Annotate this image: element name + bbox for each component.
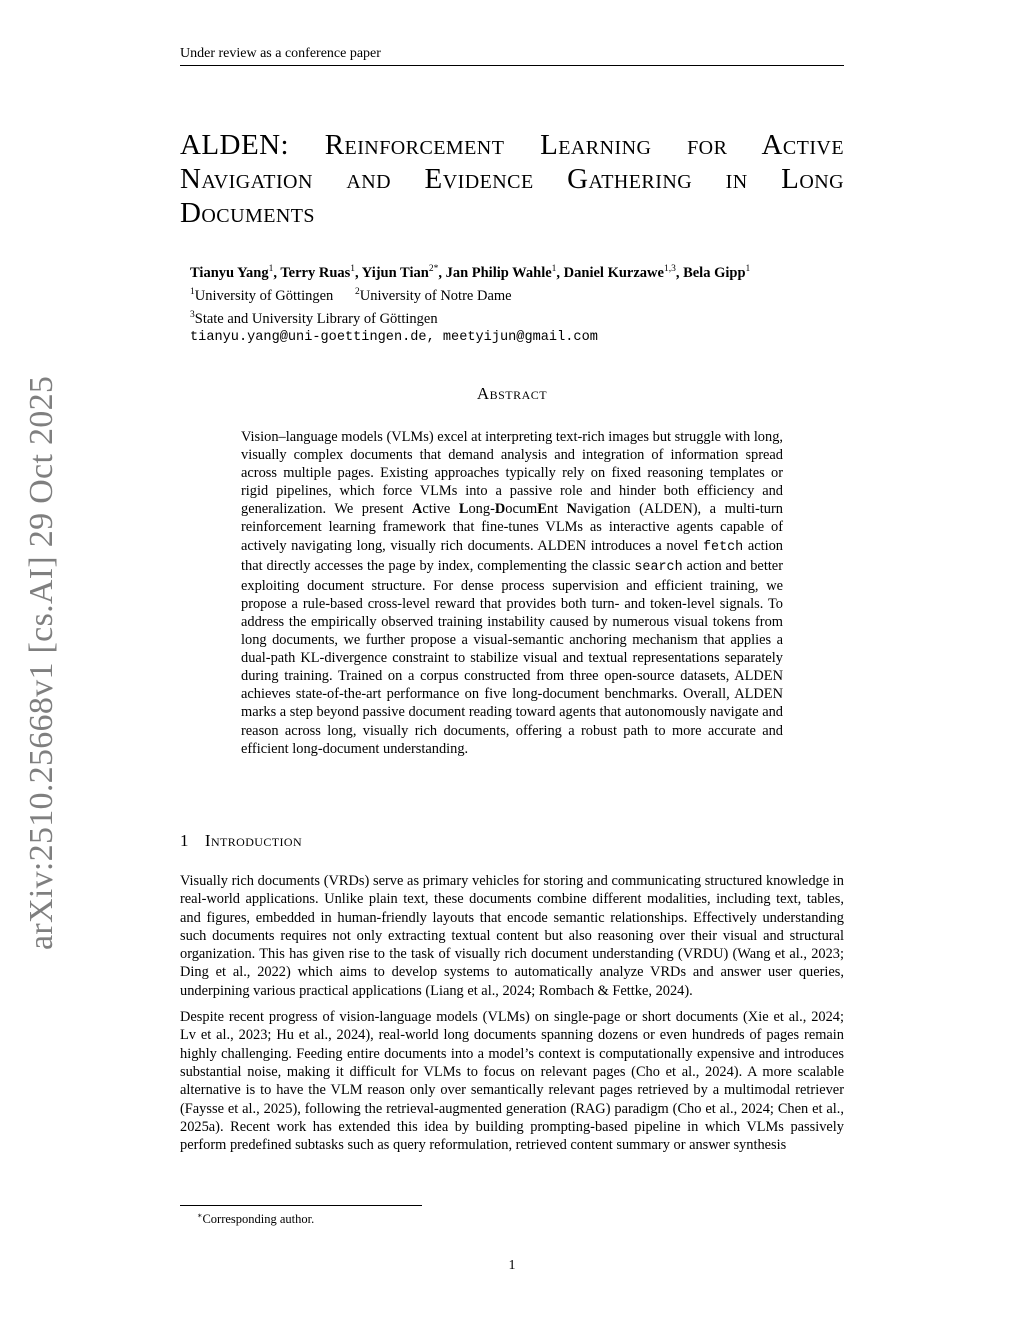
- section-title: Introduction: [204, 831, 303, 850]
- author-affiliation-mark: 1: [551, 264, 557, 274]
- author-name: Tianyu Yang: [190, 264, 269, 281]
- affiliation-number: 1: [190, 286, 195, 297]
- abstract-segment: ocum: [505, 501, 538, 518]
- paragraph: Visually rich documents (VRDs) serve as primary vehicles for storing and communicating structured knowledge in real-world applications. Unlike plain text, these documents combine different modalities, including text, tables, and figures, embedded in human-friendly layouts that encode semantic relationships. Effectively understanding such documents requires not only extracting textual content but also reasoning over their visual and structural organization. This has given rise to the task of visually rich document understanding (VRDU) (Wang et al., 2023; Ding et al., 2022) which aims to develop systems to automatically analyze VRDs and answer user queries, underpining various practical applications (Liang et al., 2024; Rombach & Fettke, 2024).: [180, 873, 844, 999]
- footnote-mark: ∗: [197, 1211, 203, 1220]
- abstract-segment: ong-: [468, 501, 495, 518]
- abstract-text: [241, 428, 783, 758]
- author-affiliation-mark: 1,3: [663, 264, 676, 274]
- fetch-action-code: fetch: [703, 539, 744, 555]
- abstract-segment: avigation (ALDEN), a multi-turn reinforcement learning framework that fine-tunes VLMs as interactive agents capable of actively navigating long, visually rich documents. ALDEN introduces a novel: [241, 501, 783, 554]
- paper-title: ALDEN: Reinforcement Learning for Active Navigation and Evidence Gathering in Long Documents: [180, 129, 844, 229]
- section-heading-introduction: [180, 830, 302, 852]
- running-header: Under review as a conference paper: [180, 46, 381, 61]
- arxiv-identifier-stamp[interactable]: arXiv:2510.25668v1 [cs.AI] 29 Oct 2025: [23, 375, 60, 950]
- affiliation-number: 2: [355, 286, 360, 297]
- affiliation-number: 3: [190, 309, 195, 320]
- acronym-letter: D: [494, 501, 506, 518]
- author-name: Terry Ruas: [280, 264, 351, 281]
- author-affiliation-mark: 1: [268, 264, 274, 274]
- author-list: Tianyu Yang$^1$, Terry Ruas$^1$, Yijun Tian$^{2*}$, Jan Philip Wahle$^1$, Daniel Kurzawe$^{1,3}$, Bela Gipp$^1$: [190, 264, 751, 281]
- author-affiliation-mark: 1: [745, 264, 751, 274]
- acronym-letter: E: [537, 501, 547, 518]
- acronym-letter: N: [566, 501, 578, 518]
- abstract-heading: Abstract: [476, 384, 548, 403]
- author-affiliation-mark: 2*: [428, 264, 439, 274]
- author-name: Daniel Kurzawe: [563, 264, 664, 281]
- footnote-rule: [180, 1205, 422, 1206]
- paragraph: Despite recent progress of vision-language models (VLMs) on single-page or short documents (Xie et al., 2024; Lv et al., 2023; Hu et al., 2024), real-world long documents spanning dozens or even hundreds of pages remain highly challenging. Feeding entire documents into a model’s context is computationally expensive and introduces substantial noise, making it difficult for VLMs to focus on relevant pages (Cho et al., 2024). A more scalable alternative is to have the VLM reason only over semantically relevant pages retrieved by a multimodal retriever (Faysse et al., 2025), following the retrieval-augmented generation (RAG) paradigm (Cho et al., 2024; Chen et al., 2025a). Recent work has extended this idea by building prompting-based pipeline in which VLMs passively perform predefined subtasks such as query reformulation, retrieved content summary or answer synthesis: [180, 1009, 844, 1154]
- abstract-segment: action that directly accesses the page by index, complementing the classic: [241, 537, 784, 574]
- author-affiliation-mark: 1: [350, 264, 356, 274]
- acronym-letter: A: [411, 501, 423, 518]
- abstract-segment: action and better exploiting document structure. For dense process supervision and efficient training, we propose a rule-based cross-level reward that provides both turn- and token-level signals. To address the empirically observed training instability caused by numerous visual tokens from long documents, we further propose a visual-semantic anchoring mechanism that applies a dual-path KL-divergence constraint to stabilize visual and textual representations separately during training. Trained on a corpus constructed from three open-source datasets, ALDEN achieves state-of-the-art performance on five long-document benchmarks. Overall, ALDEN marks a step beyond passive document reading toward agents that autonomously navigate and reason across long, visually rich documents, offering a robust path to more accurate and efficient long-document understanding.: [241, 557, 783, 757]
- author-emails[interactable]: tianyu.yang@uni-goettingen.de, meetyijun@gmail.com: [190, 330, 598, 346]
- author-name: Yijun Tian: [361, 264, 429, 281]
- author-block: [190, 260, 850, 347]
- affiliation-name: University of Notre Dame: [359, 287, 512, 304]
- abstract-segment: ctive: [422, 501, 459, 518]
- introduction-body: [180, 872, 844, 1162]
- header-rule: [180, 65, 844, 66]
- abstract-segment: nt: [546, 501, 567, 518]
- footnote: [197, 1208, 314, 1227]
- affiliation-line: [190, 306, 850, 329]
- affiliation-name: State and University Library of Göttingen: [194, 310, 438, 327]
- footnote-text: Corresponding author.: [202, 1212, 315, 1227]
- affiliation-line: [190, 283, 850, 306]
- page-number: 1: [508, 1258, 516, 1273]
- author-name: Jan Philip Wahle: [445, 264, 552, 281]
- acronym-letter: L: [458, 501, 469, 518]
- abstract-segment: Vision–language models (VLMs) excel at interpreting text-rich images but struggle with long, visually complex documents that demand analysis and integration of information spread across multiple pages. Existing approaches typically rely on fixed reasoning templates or rigid pipelines, which force VLMs into a passive role and hinder both efficiency and generalization. We present: [241, 429, 783, 518]
- author-name: Bela Gipp: [683, 264, 746, 281]
- affiliation-name: University of Göttingen: [194, 287, 334, 304]
- search-action-code: search: [634, 559, 683, 575]
- section-number: 1: [180, 831, 189, 850]
